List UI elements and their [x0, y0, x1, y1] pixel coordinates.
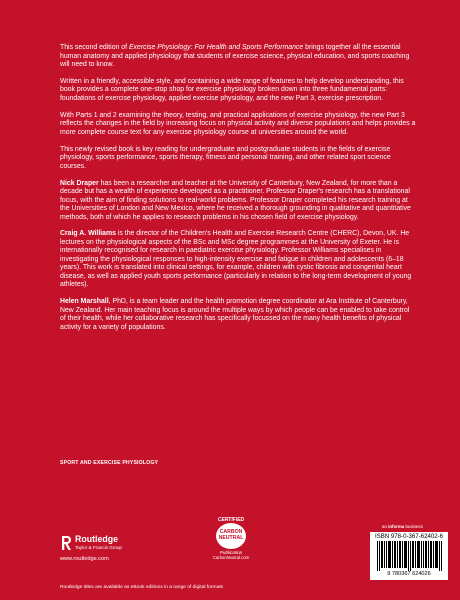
publisher-group: Taylor & Francis Group: [75, 545, 122, 550]
author-name: Helen Marshall: [60, 298, 109, 306]
informa-tag: [382, 524, 423, 529]
series-label: SPORT AND EXERCISE PHYSIOLOGY: [60, 460, 159, 466]
carbon-logo-icon: [216, 523, 246, 549]
author-bio-marshall: [60, 298, 416, 332]
book-title-italic: Exercise Physiology: For Health and Sports Performance: [128, 44, 304, 51]
routledge-logo: [60, 533, 140, 567]
author-name: Craig A. Williams: [60, 230, 116, 238]
informa-post: business: [404, 524, 423, 529]
author-name: Nick Draper: [60, 179, 99, 187]
carbon-line1: CARBON: [219, 529, 243, 535]
author-bio-williams: [60, 230, 416, 290]
isbn-barcode-box: [370, 532, 448, 580]
intro-text-cont: brings together all the essential human anatomy and applied physiology that students of exercise science, physical education, and sports coaching will need to know.: [60, 44, 410, 68]
isbn-label: ISBN 978-0-367-62402-6: [374, 533, 444, 540]
carbon-certified: CERTIFIED: [217, 517, 245, 523]
carbon-publication: Publication: [219, 550, 243, 555]
style-paragraph: Written in a friendly, accessible style, and containing a wide range of features to help develop understanding, this book provides a complete one-stop shop for exercise physiology broken down into three fundamental parts: foundations of exercise physiology, applied exercise physiology, and the new Part 3, exercise prescription.: [60, 77, 404, 102]
carbon-line2: NEUTRAL: [218, 535, 244, 541]
informa-brand: informa: [388, 524, 405, 529]
publisher-name: Routledge: [75, 534, 119, 544]
routledge-mark-icon: [60, 535, 72, 551]
intro-paragraph: [60, 44, 416, 70]
isbn-digits: 9 780367 624026: [387, 571, 431, 577]
author-bio-text: , PhD, is a team leader and the health promotion degree coordinator at Ara Institute of Canterbury, New Zealand. Her main teaching focus is around the multiple ways by which people can be enabled to take control of their health, while her collaborative research has specifically focussed on the many health benefits of physical activity for a variety of populations.: [60, 298, 410, 331]
barcode-icon: [371, 541, 447, 571]
back-cover-blurb: [60, 44, 416, 341]
carbon-neutral-badge: [208, 517, 254, 569]
carbon-url: CarbonNeutral.com: [212, 555, 250, 560]
author-bio-text: has been a researcher and teacher at the University of Canterbury, New Zealand, for more than a decade but has a wealth of experience developed as a practitioner. Professor Draper's research has a translational focus, with the aim of finding solutions to real-world problems. Professor Draper completed his research training at the Universities of London and New Mexico, where he received a thorough grounding in qualitative and quantitative methods, both of which he applies to research problems in his chosen field of exercise physiology.: [60, 179, 411, 221]
author-bio-text: is the director of the Children's Health and Exercise Research Centre (CHERC), Devon, UK. He lectures on the physiological aspects of the BSc and MSc degree programmes at the University of Exeter. He is internationally recognised for research in paediatric exercise physiology. Professor Williams specialises in investigating the physiological responses to high-intensity exercise and fatigue in children and adolescents (6–18 years). This work is translated into clinical settings, for example, children with cystic fibrosis and congenital heart disease, as well as applied youth sports performance (particularly in relation to the long-term development of young athletes).: [60, 230, 412, 289]
informa-pre: an: [382, 524, 389, 529]
author-bio-draper: [60, 180, 416, 223]
audience-paragraph: This newly revised book is key reading for undergraduate and postgraduate students in the fields of exercise physiology, sports performance, sports therapy, fitness and personal training, and other related sport science courses.: [60, 145, 391, 170]
intro-text: This second edition of: [60, 44, 129, 51]
parts-paragraph: With Parts 1 and 2 examining the theory, testing, and practical applications of exercise physiology, the new Part 3 reflects the changes in the field by increasing focus on physical activity and diverse populations and helps provides a more complete course text for any exercise physiology course at universities around the world.: [60, 111, 416, 136]
ebook-footer: Routledge titles are available as eBook editions in a range of digital formats: [60, 585, 224, 590]
publisher-url: www.routledge.com: [60, 556, 109, 562]
